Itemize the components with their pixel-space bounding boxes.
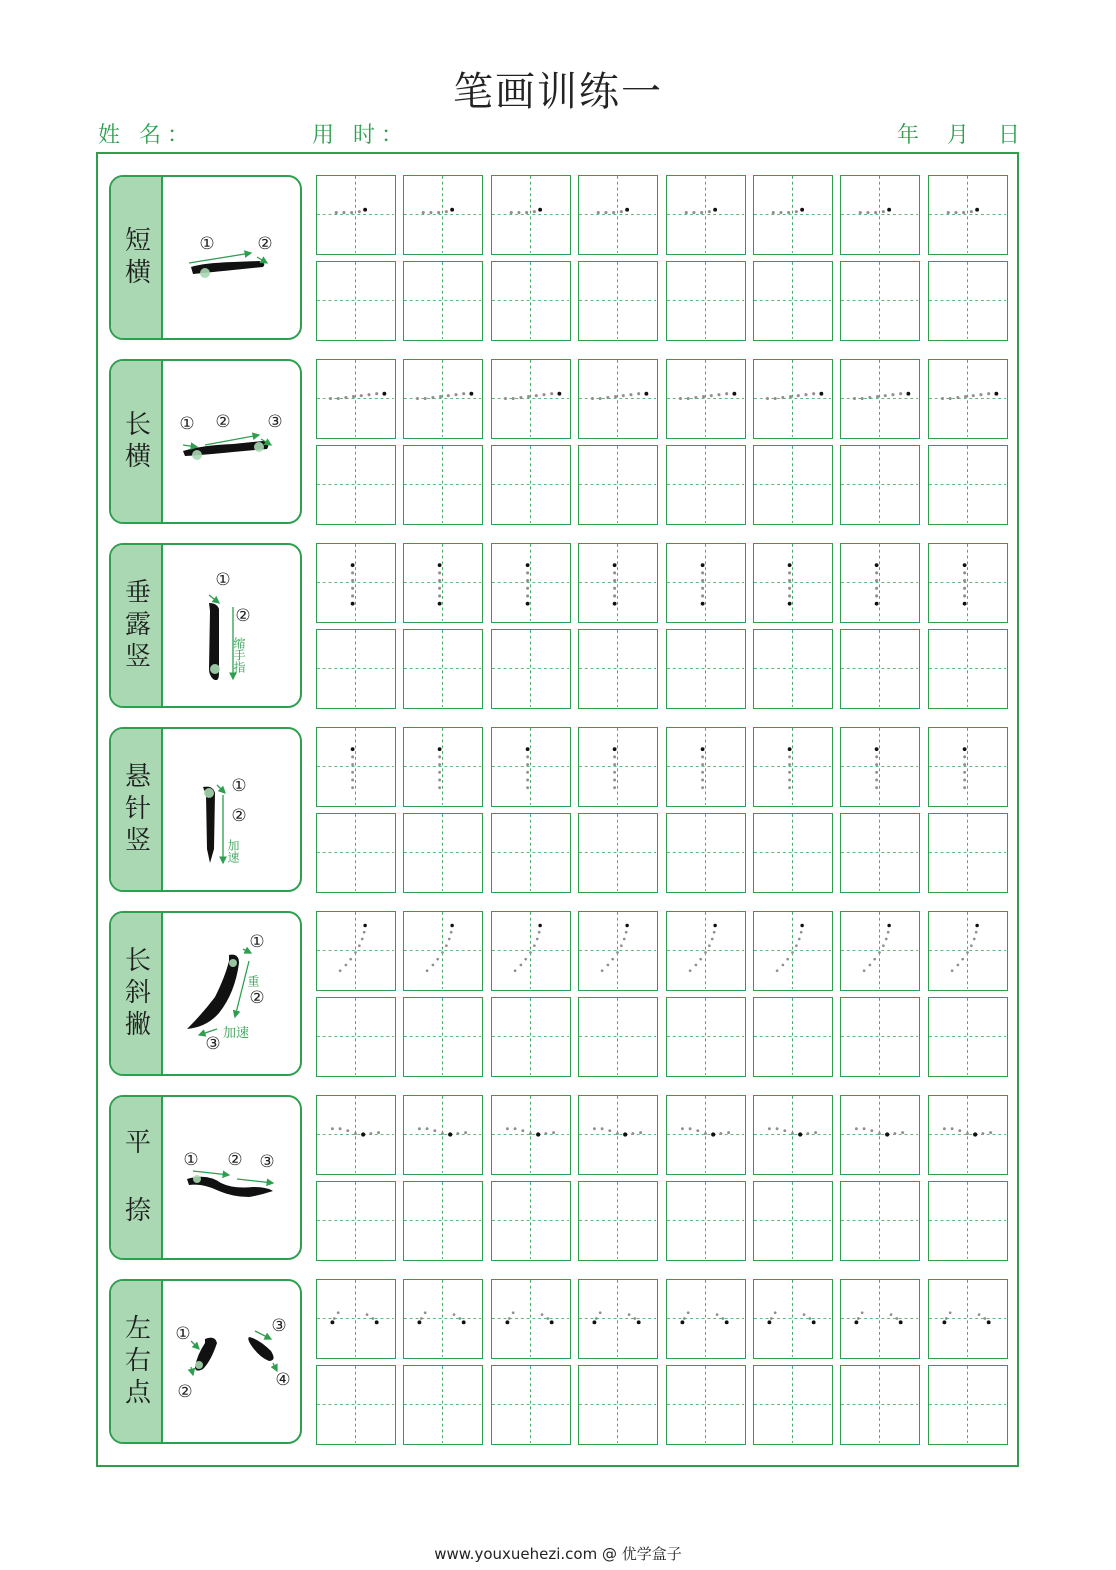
practice-box[interactable] <box>403 445 483 525</box>
practice-box[interactable] <box>928 1181 1008 1261</box>
practice-box[interactable] <box>403 1365 483 1445</box>
stroke-note: 加速 <box>223 1026 250 1041</box>
practice-box[interactable] <box>578 1365 658 1445</box>
trace-box[interactable] <box>578 1279 658 1359</box>
practice-box[interactable] <box>840 445 920 525</box>
practice-box[interactable] <box>491 261 571 341</box>
step-marker: ③ <box>267 412 283 432</box>
trace-box[interactable] <box>403 1279 483 1359</box>
stroke-name-strip <box>111 545 163 706</box>
trace-box[interactable] <box>316 911 396 991</box>
stroke-label-card-dewdrop-vertical <box>109 543 302 708</box>
practice-box[interactable] <box>666 1365 746 1445</box>
trace-box[interactable] <box>840 1279 920 1359</box>
date-month: 月 <box>947 123 976 148</box>
practice-box[interactable] <box>928 997 1008 1077</box>
practice-box[interactable] <box>753 445 833 525</box>
practice-box[interactable] <box>316 261 396 341</box>
trace-box[interactable] <box>578 727 658 807</box>
practice-box[interactable] <box>753 1181 833 1261</box>
step-marker: ① <box>179 414 195 434</box>
name-label: 姓 名： <box>98 123 195 148</box>
stroke-demo <box>163 177 300 338</box>
practice-box[interactable] <box>666 813 746 893</box>
trace-box[interactable] <box>666 727 746 807</box>
trace-box[interactable] <box>316 727 396 807</box>
practice-box[interactable] <box>578 261 658 341</box>
step-marker: ③ <box>271 1316 287 1336</box>
date-year: 年 <box>897 123 926 148</box>
date-day: 日 <box>998 123 1027 148</box>
practice-box[interactable] <box>403 629 483 709</box>
trace-box[interactable] <box>753 359 833 439</box>
stroke-demo <box>163 729 300 890</box>
trace-box[interactable] <box>928 727 1008 807</box>
step-marker: ② <box>215 412 231 432</box>
trace-box[interactable] <box>491 911 571 991</box>
stroke-name-strip <box>111 1281 163 1442</box>
practice-box[interactable] <box>840 629 920 709</box>
practice-box[interactable] <box>928 261 1008 341</box>
stroke-demo <box>163 913 300 1074</box>
practice-box[interactable] <box>840 261 920 341</box>
trace-box[interactable] <box>753 543 833 623</box>
trace-box[interactable] <box>403 911 483 991</box>
step-marker: ③ <box>205 1034 221 1054</box>
trace-box[interactable] <box>840 543 920 623</box>
stroke-label-card-left-right-dots <box>109 1279 302 1444</box>
practice-box[interactable] <box>316 629 396 709</box>
trace-box[interactable] <box>578 359 658 439</box>
practice-box[interactable] <box>666 997 746 1077</box>
practice-box[interactable] <box>578 1181 658 1261</box>
trace-box[interactable] <box>928 911 1008 991</box>
practice-box[interactable] <box>753 997 833 1077</box>
practice-box[interactable] <box>840 1365 920 1445</box>
trace-box[interactable] <box>753 1095 833 1175</box>
stroke-name-strip <box>111 177 163 338</box>
stroke-name: 悬针竖 <box>120 761 151 858</box>
stroke-name-strip <box>111 729 163 890</box>
trace-box[interactable] <box>578 1095 658 1175</box>
stroke-note: 缩手指 <box>232 637 246 673</box>
trace-box[interactable] <box>666 543 746 623</box>
trace-box[interactable] <box>753 911 833 991</box>
practice-box[interactable] <box>666 261 746 341</box>
trace-box[interactable] <box>316 175 396 255</box>
trace-box[interactable] <box>403 359 483 439</box>
step-marker: ① <box>231 776 247 796</box>
trace-box[interactable] <box>666 911 746 991</box>
step-marker: ① <box>215 570 231 590</box>
practice-box[interactable] <box>666 1181 746 1261</box>
trace-box[interactable] <box>316 543 396 623</box>
stroke-name: 平 捺 <box>120 1127 151 1228</box>
practice-box[interactable] <box>403 1181 483 1261</box>
practice-box[interactable] <box>666 629 746 709</box>
practice-box[interactable] <box>316 1365 396 1445</box>
step-marker: ① <box>175 1324 191 1344</box>
practice-box[interactable] <box>578 813 658 893</box>
trace-box[interactable] <box>840 1095 920 1175</box>
step-marker: ③ <box>259 1152 275 1172</box>
time-label: 用 时： <box>312 123 409 148</box>
practice-box[interactable] <box>316 445 396 525</box>
footer-credit: www.youxuehezi.com @ 优学盒子 <box>434 1545 682 1563</box>
trace-box[interactable] <box>666 1279 746 1359</box>
stroke-name: 长横 <box>120 409 151 474</box>
trace-box[interactable] <box>403 175 483 255</box>
stroke-name-strip <box>111 361 163 522</box>
step-marker: ④ <box>275 1370 291 1390</box>
stroke-demo <box>163 1281 300 1442</box>
practice-box[interactable] <box>753 1365 833 1445</box>
trace-box[interactable] <box>753 175 833 255</box>
practice-box[interactable] <box>491 629 571 709</box>
stroke-name: 长斜撇 <box>120 945 151 1042</box>
practice-box[interactable] <box>316 813 396 893</box>
step-marker: ② <box>235 606 251 626</box>
trace-box[interactable] <box>316 1095 396 1175</box>
trace-box[interactable] <box>666 1095 746 1175</box>
stroke-note: 加速 <box>226 839 240 863</box>
practice-box[interactable] <box>491 445 571 525</box>
step-marker: ① <box>183 1150 199 1170</box>
stroke-demo <box>163 545 300 706</box>
stroke-demo <box>163 361 300 522</box>
stroke-note: 重 <box>246 975 260 987</box>
practice-box[interactable] <box>753 813 833 893</box>
practice-box[interactable] <box>316 1181 396 1261</box>
stroke-name-strip <box>111 1097 163 1258</box>
page-title: 笔画训练一 <box>453 69 663 115</box>
trace-box[interactable] <box>491 359 571 439</box>
stroke-name: 左右点 <box>120 1313 151 1410</box>
practice-box[interactable] <box>491 1181 571 1261</box>
trace-box[interactable] <box>928 543 1008 623</box>
trace-box[interactable] <box>578 911 658 991</box>
trace-box[interactable] <box>403 1095 483 1175</box>
trace-box[interactable] <box>928 175 1008 255</box>
trace-box[interactable] <box>666 175 746 255</box>
trace-box[interactable] <box>578 175 658 255</box>
practice-box[interactable] <box>403 261 483 341</box>
practice-box[interactable] <box>316 997 396 1077</box>
practice-box[interactable] <box>928 813 1008 893</box>
trace-box[interactable] <box>403 543 483 623</box>
stroke-label-card-long-horizontal <box>109 359 302 524</box>
trace-box[interactable] <box>753 1279 833 1359</box>
practice-box[interactable] <box>491 1365 571 1445</box>
practice-box[interactable] <box>578 997 658 1077</box>
trace-box[interactable] <box>666 359 746 439</box>
trace-box[interactable] <box>840 359 920 439</box>
practice-box[interactable] <box>666 445 746 525</box>
stroke-label-card-flat-right-falling <box>109 1095 302 1260</box>
trace-box[interactable] <box>316 1279 396 1359</box>
stroke-demo <box>163 1097 300 1258</box>
stroke-label-card-long-slant-falling <box>109 911 302 1076</box>
trace-box[interactable] <box>753 727 833 807</box>
practice-box[interactable] <box>491 997 571 1077</box>
step-marker: ② <box>227 1150 243 1170</box>
practice-box[interactable] <box>928 1365 1008 1445</box>
trace-box[interactable] <box>491 543 571 623</box>
step-marker: ② <box>249 988 265 1008</box>
trace-box[interactable] <box>840 727 920 807</box>
stroke-label-card-short-horizontal <box>109 175 302 340</box>
step-marker: ① <box>199 234 215 254</box>
stroke-demo-right-dot <box>248 1337 273 1361</box>
practice-box[interactable] <box>578 629 658 709</box>
stroke-name: 短横 <box>120 225 151 290</box>
trace-box[interactable] <box>578 543 658 623</box>
trace-box[interactable] <box>928 1095 1008 1175</box>
trace-box[interactable] <box>491 1279 571 1359</box>
practice-box[interactable] <box>840 813 920 893</box>
step-marker: ② <box>231 806 247 826</box>
practice-box[interactable] <box>928 445 1008 525</box>
trace-box[interactable] <box>316 359 396 439</box>
step-marker: ② <box>177 1382 193 1402</box>
practice-box[interactable] <box>578 445 658 525</box>
trace-box[interactable] <box>491 175 571 255</box>
stroke-demo-needle-vertical <box>203 787 215 863</box>
practice-box[interactable] <box>753 629 833 709</box>
trace-box[interactable] <box>403 727 483 807</box>
practice-box[interactable] <box>840 997 920 1077</box>
trace-box[interactable] <box>491 1095 571 1175</box>
step-marker: ① <box>249 932 265 952</box>
trace-box[interactable] <box>840 911 920 991</box>
trace-box[interactable] <box>928 359 1008 439</box>
stroke-label-card-needle-vertical <box>109 727 302 892</box>
practice-box[interactable] <box>928 629 1008 709</box>
practice-box[interactable] <box>403 813 483 893</box>
stroke-name: 垂露竖 <box>120 577 151 674</box>
trace-box[interactable] <box>840 175 920 255</box>
trace-box[interactable] <box>491 727 571 807</box>
practice-box[interactable] <box>491 813 571 893</box>
practice-box[interactable] <box>753 261 833 341</box>
stroke-name-strip <box>111 913 163 1074</box>
trace-box[interactable] <box>928 1279 1008 1359</box>
practice-box[interactable] <box>403 997 483 1077</box>
practice-box[interactable] <box>840 1181 920 1261</box>
step-marker: ② <box>257 234 273 254</box>
